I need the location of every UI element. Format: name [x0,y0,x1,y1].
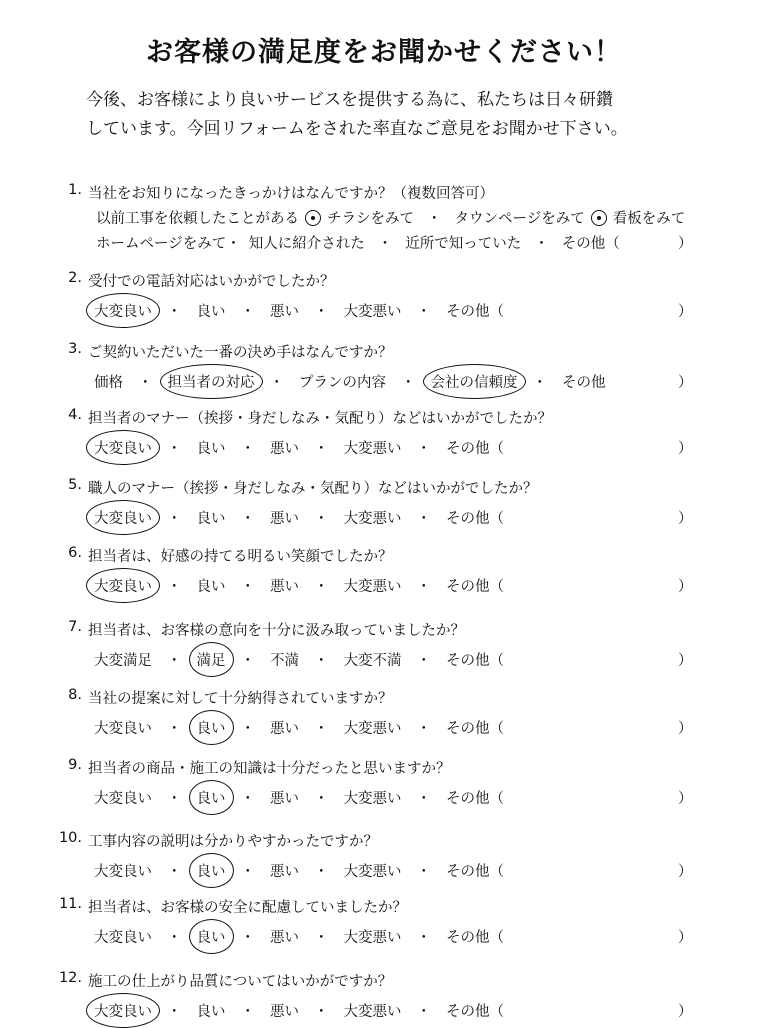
separator: ・ [167,721,182,737]
question-text: 当社の提案に対して十分納得されていますか？ [88,691,393,707]
separator: ・ [240,791,255,807]
option[interactable]: 悪い [270,864,299,880]
answer-options [92,507,506,528]
separator: ・ [167,511,182,527]
separator: ・ [416,653,431,669]
option[interactable]: 知人に紹介された [248,236,365,252]
separator: ・ [416,864,431,880]
separator: ・ [167,653,182,669]
close-paren: ） [678,721,693,737]
question-text: 当社をお知りになったきっかけはなんですか？（複数回答可） [88,186,494,202]
option[interactable]: 悪い [270,1004,299,1020]
answer-options [92,860,506,881]
separator: ・ [240,930,255,946]
separator: ・ [314,864,329,880]
question-text: 受付での電話対応はいかがでしたか？ [88,274,335,290]
option[interactable]: 悪い [270,579,299,595]
close-paren: ） [678,579,693,595]
question-number: 3. [68,341,82,357]
separator: ・ [240,511,255,527]
close-paren: ） [678,653,693,669]
separator: ・ [314,721,329,737]
question-number: 9. [68,757,82,773]
separator: ・ [269,375,284,391]
separator: ・ [240,864,255,880]
option[interactable]: その他 [562,375,606,391]
option[interactable]: 大変悪い [343,930,402,946]
option[interactable]: 看板をみて [612,211,686,227]
intro-line-1: 今後、お客様により良いサービスを提供する為に、私たちは日々研鑽 [86,90,613,110]
question-number: 4. [68,407,82,423]
option-selected[interactable]: 良い [195,787,228,808]
answer-options [92,926,506,947]
option[interactable]: 悪い [270,304,299,320]
answer-options [92,787,506,808]
intro-line-2: しています。今回リフォームをされた率直なご意見をお聞かせ下さい。 [86,119,628,139]
option[interactable]: 悪い [270,441,299,457]
option[interactable]: 大変満足 [94,653,152,669]
close-paren: ） [678,304,693,320]
option[interactable]: その他（ [446,579,504,595]
option[interactable]: タウンページをみて [454,211,585,227]
separator: ・ [416,1004,431,1020]
question-number: 2. [68,270,82,286]
question-text: 担当者のマナー（挨拶・身だしなみ・気配り）などはいかがでしたか？ [88,411,552,427]
answer-options [92,300,506,321]
option-selected[interactable]: 大変良い [92,300,154,321]
option[interactable]: 以前工事を依頼したことがある [96,211,299,227]
option[interactable]: 大変良い [94,930,152,946]
answer-options [92,1000,506,1021]
separator: ・ [167,579,182,595]
separator: ・ [167,441,182,457]
option[interactable]: 大変悪い [343,721,402,737]
separator: ・ [377,236,393,252]
option[interactable]: 大変良い [94,791,152,807]
option[interactable]: その他（ [446,441,504,457]
question-text: ご契約いただいた一番の決め手はなんですか？ [88,345,393,361]
question-number: 10. [58,830,82,846]
option[interactable]: 大変悪い [343,441,402,457]
close-paren: ） [678,375,693,391]
question-text: 担当者の商品・施工の知識は十分だったと思いますか？ [88,761,451,777]
option[interactable]: 悪い [270,721,299,737]
question-text: 担当者は、好感の持てる明るい笑顔でしたか？ [88,549,393,565]
option[interactable]: その他（ [446,721,504,737]
option[interactable]: 良い [196,579,226,595]
option[interactable]: 大変悪い [343,864,402,880]
option[interactable]: 大変悪い [343,1004,402,1020]
separator: ・ [532,375,547,391]
intro-text [86,86,706,144]
separator: ・ [314,579,329,595]
separator: ・ [416,579,431,595]
option[interactable]: 価格 [94,375,123,391]
answer-options [92,649,506,670]
option[interactable]: 悪い [270,511,299,527]
separator: ・ [314,930,329,946]
survey-title: お客様の満足度をお聞かせください！ [146,37,622,68]
answer-options [92,437,506,458]
option[interactable]: 大変不満 [343,653,402,669]
question-number: 1. [68,182,82,198]
separator: ・ [416,511,431,527]
option[interactable]: 良い [196,511,226,527]
option-selected[interactable]: 良い [195,860,228,881]
question-number: 7. [68,619,82,635]
separator: ・ [167,864,182,880]
option[interactable]: 大変悪い [343,511,402,527]
option[interactable]: 近所で知っていた [405,236,522,252]
close-paren: ） [678,441,693,457]
option-selected[interactable]: 大変良い [92,507,154,528]
option-selected[interactable]: 満足 [195,649,228,670]
question-text: 担当者は、お客様の安全に配慮していましたか？ [88,900,407,916]
separator: ・ [416,721,431,737]
separator: ・ [416,930,431,946]
question-text: 担当者は、お客様の意向を十分に汲み取っていましたか？ [88,623,465,639]
option[interactable]: 良い [196,441,226,457]
separator: ・ [240,441,255,457]
option[interactable]: その他（ [446,511,504,527]
option[interactable]: 大変悪い [343,304,402,320]
option[interactable]: その他（ [446,1004,504,1020]
option[interactable]: 良い [196,1004,226,1020]
separator: ・ [240,579,255,595]
option[interactable]: チラシをみて [327,211,414,227]
option[interactable]: 悪い [270,930,299,946]
separator: ・ [240,304,255,320]
separator: ・ [138,375,153,391]
separator: ・ [427,211,442,227]
question-text: 職人のマナー（挨拶・身だしなみ・気配り）などはいかがでしたか？ [88,481,538,497]
question-number: 8. [68,687,82,703]
option[interactable]: その他（ [446,864,504,880]
option-selected[interactable]: 大変良い [92,1000,154,1021]
separator: ・ [314,1004,329,1020]
separator: ・ [534,236,549,252]
separator: ・ [416,791,431,807]
separator: ・ [314,441,329,457]
option-selected[interactable]: 会社の信頼度 [429,371,520,392]
separator: ・ [416,441,431,457]
question-number: 5. [68,477,82,493]
separator: ・ [167,930,182,946]
question-number: 11. [58,896,82,912]
question-text: 工事内容の説明は分かりやすかったですか？ [88,834,378,850]
option[interactable]: 良い [196,304,226,320]
answer-options [92,717,506,738]
separator: ・ [240,1004,255,1020]
option[interactable]: ホームページをみて・ [96,236,241,252]
option-selected[interactable]: 良い [195,717,228,738]
separator: ・ [314,791,329,807]
answer-options [92,575,506,596]
separator: ・ [240,653,255,669]
marked-dot-icon [591,210,607,226]
option[interactable]: その他（ [446,791,504,807]
option-selected[interactable]: 担当者の対応 [166,371,257,392]
q1-options-row-2 [96,232,620,253]
separator: ・ [416,304,431,320]
separator: ・ [240,721,255,737]
option[interactable]: 大変良い [94,864,152,880]
close-paren: ） [678,791,693,807]
option[interactable]: 大変悪い [343,579,402,595]
option[interactable]: 不満 [270,653,299,669]
separator: ・ [314,304,329,320]
answer-options [92,371,608,392]
option[interactable]: 悪い [270,791,299,807]
separator: ・ [401,375,416,391]
close-paren: ） [678,1004,693,1020]
close-paren: ） [678,236,693,252]
close-paren: ） [678,930,693,946]
question-text: 施工の仕上がり品質についてはいかがですか？ [88,974,393,990]
question-number: 12. [58,970,82,986]
q1-options-row-1 [96,207,685,228]
question-number: 6. [68,545,82,561]
option[interactable]: その他（ [446,930,504,946]
separator: ・ [314,511,329,527]
option[interactable]: その他（ [446,304,504,320]
marked-dot-icon [305,210,321,226]
separator: ・ [167,791,182,807]
option-selected[interactable]: 大変良い [92,437,154,458]
close-paren: ） [678,864,693,880]
option[interactable]: プランの内容 [299,375,386,391]
separator: ・ [167,1004,182,1020]
option-selected[interactable]: 大変良い [92,575,154,596]
option-selected[interactable]: 良い [195,926,228,947]
separator: ・ [167,304,182,320]
option[interactable]: 大変悪い [343,791,402,807]
separator: ・ [314,653,329,669]
close-paren: ） [678,511,693,527]
option[interactable]: その他（ [446,653,504,669]
option[interactable]: その他（ [561,236,620,252]
option[interactable]: 大変良い [94,721,152,737]
